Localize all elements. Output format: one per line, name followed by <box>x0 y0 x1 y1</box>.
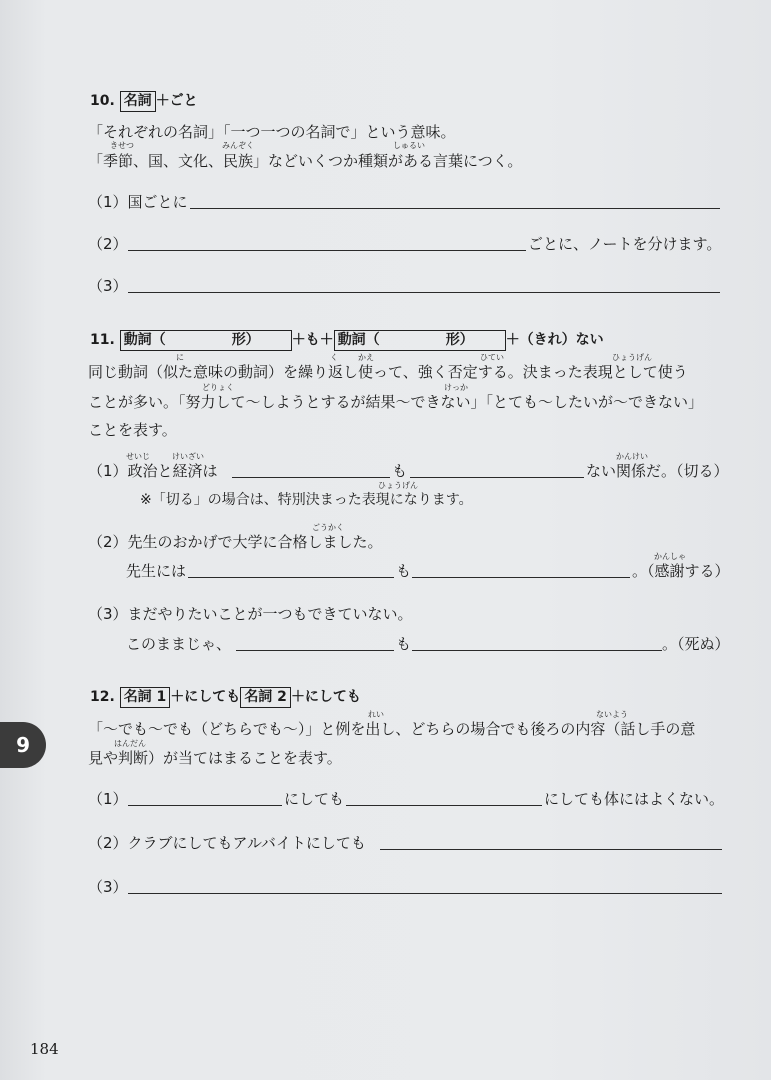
answer-line[interactable] <box>412 577 630 578</box>
pattern-suffix: ＋ごと <box>155 93 198 109</box>
exercise-11-2-prompt: （2）先生のおかげで大学に合格しました。 <box>88 533 383 551</box>
box-label: 動詞（ <box>123 332 166 348</box>
answer-line[interactable] <box>232 477 390 478</box>
furigana: ごうかく <box>312 523 344 532</box>
section-12-desc-line2: 見や判断）が当てはまることを表す。 <box>88 749 342 767</box>
box-label: 動詞（ <box>337 332 380 348</box>
pattern-suffix: ＋（きれ）ない <box>505 332 604 348</box>
furigana: ひてい <box>480 353 504 362</box>
section-10-desc-line1: 「それぞれの名詞」「一つ一つの名詞で」という意味。 <box>88 123 456 141</box>
exercise-10-1-prompt: （1）国ごとに <box>88 193 188 211</box>
furigana: けっか <box>444 383 468 392</box>
answer-line[interactable] <box>412 650 662 651</box>
pattern-connector: ＋も＋ <box>291 332 334 348</box>
furigana: ひょうげん <box>378 481 418 490</box>
furigana: く <box>330 353 338 362</box>
section-12-header <box>90 686 361 708</box>
furigana: に <box>176 353 184 362</box>
section-number: 12. <box>90 689 115 705</box>
answer-line[interactable] <box>128 893 722 894</box>
furigana: かんけい <box>616 452 648 461</box>
section-12-desc-line1: 「〜でも〜でも（どちらでも〜）」と例を出し、どちらの場合でも後ろの内容（話し手の意 <box>88 720 696 738</box>
pattern-box-verb-2 <box>334 330 506 351</box>
pattern-box-noun-2: 名詞 2 <box>240 687 291 708</box>
page-number: 184 <box>30 1040 59 1058</box>
answer-line[interactable] <box>410 477 584 478</box>
exercise-11-3-lead: このままじゃ、 <box>126 635 232 653</box>
section-number: 11. <box>90 332 115 348</box>
furigana: きせつ <box>110 141 134 150</box>
exercise-12-1-tail: にしても体にはよくない。 <box>544 790 725 808</box>
answer-line[interactable] <box>236 650 394 651</box>
exercise-10-3-label: （3） <box>88 277 128 295</box>
exercise-11-3-tail: 。（死ぬ） <box>662 635 730 653</box>
pattern-box-noun-1: 名詞 1 <box>120 687 171 708</box>
furigana: かえ <box>358 353 374 362</box>
pattern-connector: ＋にしても <box>170 689 241 705</box>
section-11-header <box>90 329 604 351</box>
furigana: はんだん <box>114 739 146 748</box>
furigana: みんぞく <box>222 141 254 150</box>
exercise-11-2-tail: 。（感謝する） <box>632 562 730 580</box>
exercise-11-3-prompt: （3）まだやりたいことが一つもできていない。 <box>88 605 413 623</box>
exercise-11-1-prompt: （1）政治と経済は <box>88 462 218 480</box>
exercise-11-1-tail: ない関係だ。（切る） <box>586 462 729 480</box>
furigana: かんしゃ <box>654 552 686 561</box>
section-11-desc-line2: ことが多い。「努力して〜しようとするが結果〜できない」「とても〜したいが〜できない」 <box>88 393 704 411</box>
answer-line[interactable] <box>128 292 720 293</box>
exercise-11-2-mo: も <box>396 562 412 580</box>
furigana: けいざい <box>172 452 204 461</box>
exercise-12-3-label: （3） <box>88 878 128 896</box>
exercise-10-2-label: （2） <box>88 235 128 253</box>
pattern-box-verb-1 <box>120 330 292 351</box>
answer-line[interactable] <box>188 577 394 578</box>
pattern-box-noun: 名詞 <box>120 91 156 112</box>
exercise-10-2-tail: ごとに、ノートを分けます。 <box>528 235 722 253</box>
section-11-desc-line1: 同じ動詞（似た意味の動詞）を繰り返し使って、強く否定する。決まった表現として使う <box>88 363 688 381</box>
exercise-12-1-label: （1） <box>88 790 128 808</box>
answer-line[interactable] <box>380 849 722 850</box>
box-label: 形） <box>445 332 474 348</box>
exercise-11-3-mo: も <box>396 635 412 653</box>
chapter-tab: 9 <box>0 722 46 768</box>
exercise-12-1-mid: にしても <box>284 790 345 808</box>
answer-line[interactable] <box>190 208 720 209</box>
pattern-suffix: ＋にしても <box>290 689 361 705</box>
exercise-11-1-mo: も <box>392 462 408 480</box>
box-label: 形） <box>231 332 260 348</box>
section-number: 10. <box>90 93 115 109</box>
exercise-12-2-prompt: （2）クラブにしてもアルバイトにしても <box>88 834 366 852</box>
exercise-11-2-lead: 先生には <box>126 562 187 580</box>
answer-line[interactable] <box>346 805 542 806</box>
furigana: どりょく <box>202 383 234 392</box>
answer-line[interactable] <box>128 805 282 806</box>
furigana: しゅるい <box>393 141 425 150</box>
furigana: ないよう <box>596 710 628 719</box>
answer-line[interactable] <box>128 250 526 251</box>
section-10-desc-line2: 「季節、国、文化、民族」などいくつか種類がある言葉につく。 <box>88 152 523 170</box>
exercise-11-note: ※「切る」の場合は、特別決まった表現になります。 <box>140 492 473 508</box>
section-10-header <box>90 90 198 112</box>
furigana: ひょうげん <box>612 353 652 362</box>
furigana: れい <box>368 710 384 719</box>
furigana: せいじ <box>126 452 150 461</box>
section-11-desc-line3: ことを表す。 <box>88 421 177 439</box>
